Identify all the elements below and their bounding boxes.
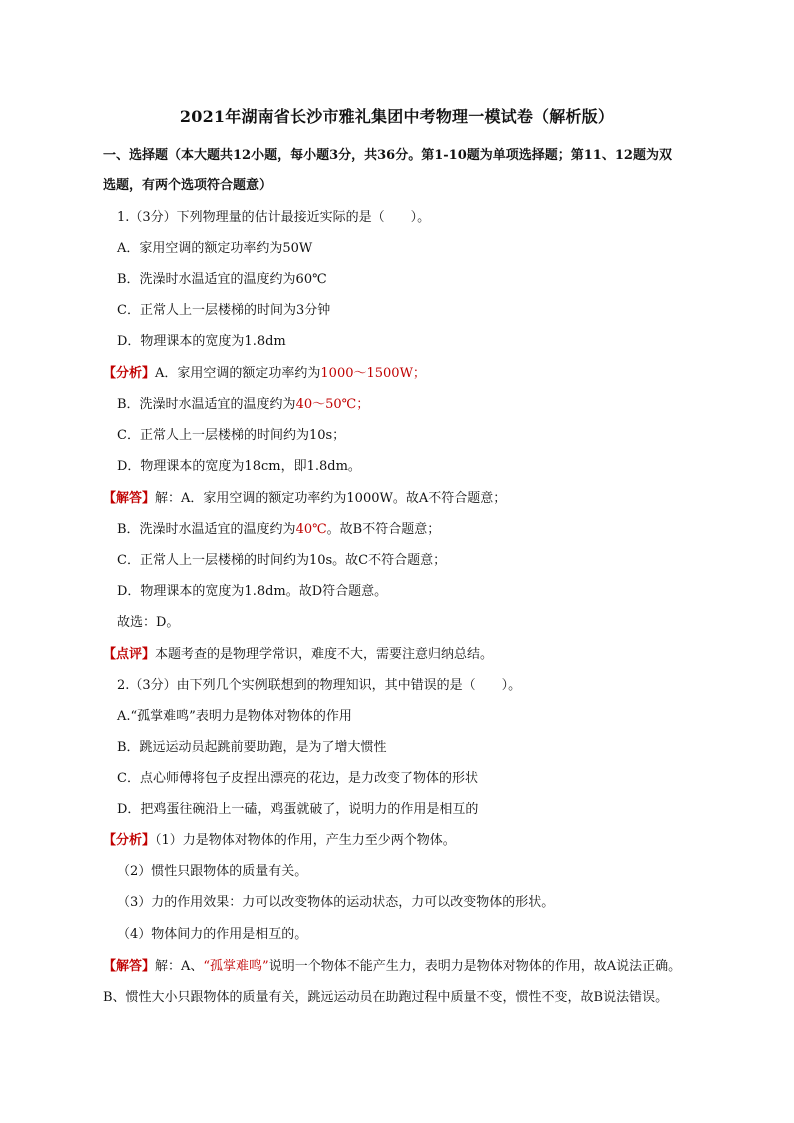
comment-tag: 【点评】 [103,647,156,662]
q1-comment [103,645,733,665]
q2-option-b: B．跳远运动员起跳前要助跑，是为了增大惯性 [117,740,387,755]
q2-option-c: C．点心师傅将包子皮捏出漂亮的花边，是力改变了物体的形状 [117,771,478,786]
q1-answer-b-value: 40℃ [295,522,327,537]
q2-analysis-1-text: （1）力是物体对物体的作用，产生力至少两个物体。 [155,833,456,848]
q2-option-a: A.“孤掌难鸣”表明力是物体对物体的作用 [117,709,352,724]
q1-analysis-c: C．正常人上一层楼梯的时间约为10s； [117,428,346,443]
q1-option-b: B．洗澡时水温适宜的温度约为60℃ [117,272,327,287]
q1-answer-d: D．物理课本的宽度为1.8dm。故D符合题意。 [117,584,388,599]
q1-answer-b-suffix: 。故B不符合题意； [326,522,441,537]
section-heading-line2: 选题，有两个选项符合题意） [103,178,273,193]
q1-analysis-b [117,395,747,415]
q2-answer-a [103,957,733,977]
answer-tag: 【解答】 [103,491,156,506]
q2-stem: 2.（3分）由下列几个实例联想到的物理知识，其中错误的是（ ）。 [117,678,522,693]
q2-analysis-1 [103,831,733,851]
q2-answer-b: B、惯性大小只跟物体的质量有关，跳远运动员在助跑过程中质量不变，惯性不变，故B说法错误。 [103,990,669,1005]
q1-answer-a [103,489,733,509]
answer-tag: 【解答】 [103,959,156,974]
page-title: 2021年湖南省长沙市雅礼集团中考物理一模试卷（解析版） [179,107,615,126]
q2-answer-a-suffix: 说明一个物体不能产生力，表明力是物体对物体的作用，故A说法正确。 [268,959,682,974]
q1-answer-a-text: 解：A．家用空调的额定功率约为1000W。故A不符合题意； [155,491,507,506]
q2-analysis-3: （3）力的作用效果：力可以改变物体的运动状态，力可以改变物体的形状。 [117,895,555,910]
q1-analysis-b-text: B．洗澡时水温适宜的温度约为 [117,397,296,412]
q1-analysis-b-value: 40～50℃； [295,397,370,412]
q1-analysis-d: D．物理课本的宽度为18cm，即1.8dm。 [117,459,361,474]
analysis-tag: 【分析】 [103,833,156,848]
q1-option-c: C．正常人上一层楼梯的时间为3分钟 [117,303,331,318]
analysis-tag: 【分析】 [103,366,156,381]
q1-answer-c: C．正常人上一层楼梯的时间约为10s。故C不符合题意； [117,553,447,568]
q1-option-d: D．物理课本的宽度为1.8dm [117,334,286,349]
q1-stem: 1.（3分）下列物理量的估计最接近实际的是（ ）。 [117,210,431,225]
q1-option-a: A．家用空调的额定功率约为50W [117,241,313,256]
section-heading-line1: 一、选择题（本大题共12小题，每小题3分，共36分。第1-10题为单项选择题；第11、12题为双 [103,148,672,163]
q2-answer-a-prefix: 解：A、 [155,959,204,974]
q2-analysis-2: （2）惯性只跟物体的质量有关。 [117,864,308,879]
q1-analysis-a [103,364,733,384]
q2-answer-a-quote: “孤掌难鸣” [203,959,269,974]
q1-answer-b [117,520,747,540]
q1-answer-b-text: B．洗澡时水温适宜的温度约为 [117,522,296,537]
q1-answer-choice: 故选：D。 [117,615,180,630]
q2-option-d: D．把鸡蛋往碗沿上一磕，鸡蛋就破了，说明力的作用是相互的 [117,802,479,817]
q1-analysis-a-value: 1000～1500W； [320,366,426,381]
q2-analysis-4: （4）物体间力的作用是相互的。 [117,927,308,942]
q1-analysis-a-text: A．家用空调的额定功率约为 [155,366,321,381]
q1-comment-text: 本题考查的是物理学常识，难度不大，需要注意归纳总结。 [155,647,494,662]
